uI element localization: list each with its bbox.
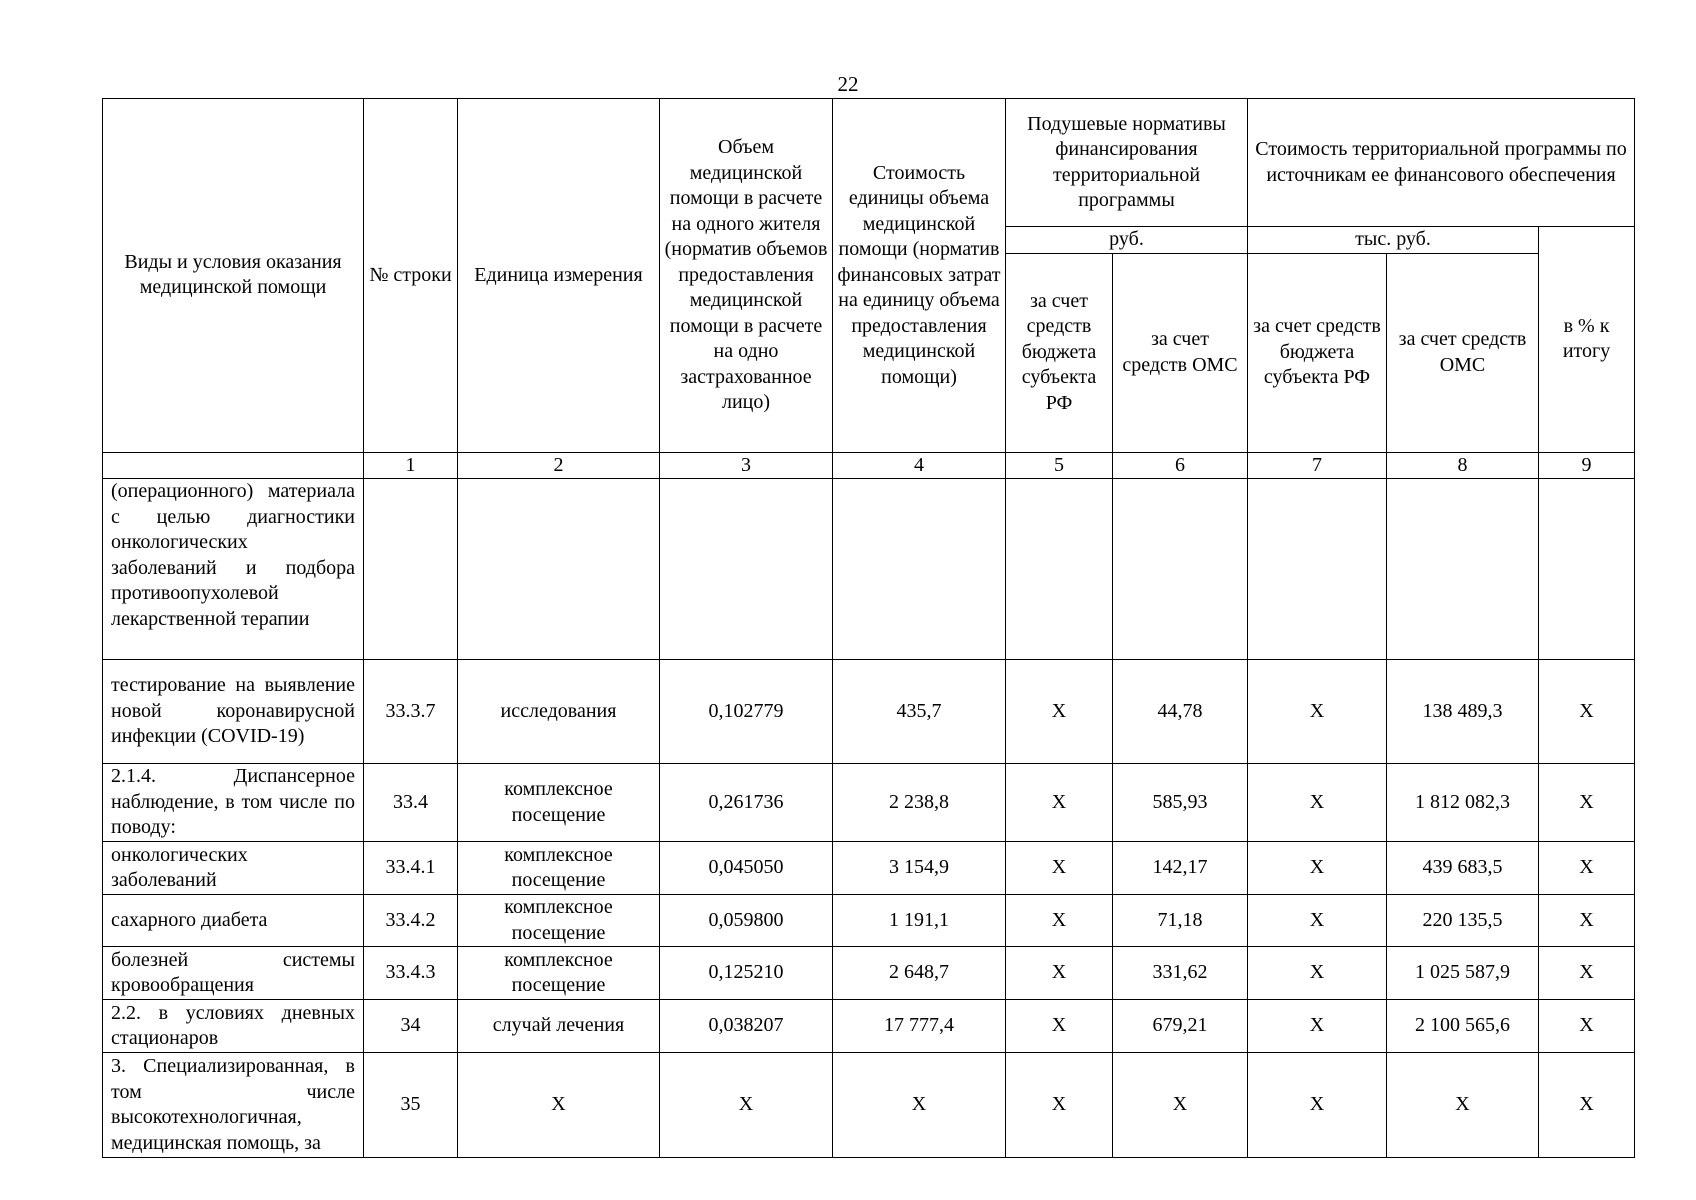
row-name: 3. Специализированная, в том числе высокотехнологичная, медицинская помощь, за <box>103 1053 364 1158</box>
row-cost <box>833 479 1006 660</box>
row-no: 33.4.2 <box>364 895 458 947</box>
row-percent: Х <box>1539 660 1635 764</box>
row-no: 35 <box>364 1053 458 1158</box>
row-name: онкологических заболеваний <box>103 842 364 895</box>
row-percent: Х <box>1539 842 1635 895</box>
row-name: сахарного диабета <box>103 895 364 947</box>
row-percent: Х <box>1539 947 1635 1000</box>
row-volume: 0,038207 <box>660 1000 833 1053</box>
row-name: 2.2. в условиях дневных стационаров <box>103 1000 364 1053</box>
row-cost: 435,7 <box>833 660 1006 764</box>
row-budget-rub: Х <box>1006 1000 1113 1053</box>
row-unit: случай лечения <box>458 1000 660 1053</box>
row-budget-rub: Х <box>1006 842 1113 895</box>
row-budget-rub: Х <box>1006 947 1113 1000</box>
col-number: 8 <box>1387 452 1539 479</box>
row-cost: 2 648,7 <box>833 947 1006 1000</box>
row-cost: 17 777,4 <box>833 1000 1006 1053</box>
row-no: 33.4.1 <box>364 842 458 895</box>
row-budget-rub: Х <box>1006 895 1113 947</box>
header-percent: в % к итогу <box>1539 227 1635 453</box>
row-unit: Х <box>458 1053 660 1158</box>
row-name: болезней системы кровообращения <box>103 947 364 1000</box>
header-row-no: № строки <box>364 99 458 453</box>
header-program-cost: Стоимость территориальной программы по источникам ее финансового обеспечения <box>1248 99 1635 227</box>
row-percent: Х <box>1539 764 1635 842</box>
row-unit: комплексное посещение <box>458 842 660 895</box>
table-row <box>103 895 1635 947</box>
row-budget-rub <box>1006 479 1113 660</box>
row-name: тестирование на выявление новой коронавирусной инфекции (COVID-19) <box>103 660 364 764</box>
row-no: 33.3.7 <box>364 660 458 764</box>
header-budget-rub: за счет средств бюджета субъекта РФ <box>1006 253 1113 452</box>
row-oms-rub <box>1113 479 1248 660</box>
row-cost: 2 238,8 <box>833 764 1006 842</box>
header-cost: Стоимость единицы объема медицинской помощи (норматив финансовых затрат на единицу объема предоставления медицинской помощи) <box>833 99 1006 453</box>
financing-table <box>102 98 1635 1158</box>
header-oms-thousand: за счет средств ОМС <box>1387 253 1539 452</box>
col-number: 1 <box>364 452 458 479</box>
row-cost: 3 154,9 <box>833 842 1006 895</box>
header-volume: Объем медицинской помощи в расчете на одного жителя (норматив объемов предоставления медицинской помощи в расчете на одно застрахованное лицо) <box>660 99 833 453</box>
row-cost: 1 191,1 <box>833 895 1006 947</box>
row-percent: Х <box>1539 895 1635 947</box>
table-row <box>103 479 1635 660</box>
row-oms-rub: 331,62 <box>1113 947 1248 1000</box>
row-volume: 0,045050 <box>660 842 833 895</box>
row-percent <box>1539 479 1635 660</box>
col-number: 7 <box>1248 452 1387 479</box>
row-oms-thousand: 138 489,3 <box>1387 660 1539 764</box>
row-budget-thousand: Х <box>1248 1053 1387 1158</box>
row-oms-thousand: 439 683,5 <box>1387 842 1539 895</box>
col-number-blank <box>103 452 364 479</box>
table-row <box>103 842 1635 895</box>
row-percent: Х <box>1539 1000 1635 1053</box>
row-budget-thousand: Х <box>1248 895 1387 947</box>
row-budget-rub: Х <box>1006 764 1113 842</box>
header-budget-thousand: за счет средств бюджета субъекта РФ <box>1248 253 1387 452</box>
row-volume: 0,102779 <box>660 660 833 764</box>
row-budget-thousand: Х <box>1248 764 1387 842</box>
row-oms-rub: 679,21 <box>1113 1000 1248 1053</box>
row-volume: Х <box>660 1053 833 1158</box>
row-no <box>364 479 458 660</box>
row-oms-thousand: 220 135,5 <box>1387 895 1539 947</box>
row-cost: Х <box>833 1053 1006 1158</box>
table-row <box>103 1000 1635 1053</box>
col-number: 6 <box>1113 452 1248 479</box>
row-oms-thousand: Х <box>1387 1053 1539 1158</box>
col-number: 2 <box>458 452 660 479</box>
row-no: 33.4.3 <box>364 947 458 1000</box>
row-unit <box>458 479 660 660</box>
row-oms-thousand: 1 025 587,9 <box>1387 947 1539 1000</box>
header-oms-rub: за счет средств ОМС <box>1113 253 1248 452</box>
row-budget-thousand: Х <box>1248 1000 1387 1053</box>
table-row <box>103 1053 1635 1158</box>
row-unit: комплексное посещение <box>458 947 660 1000</box>
table-row <box>103 660 1635 764</box>
row-budget-thousand: Х <box>1248 947 1387 1000</box>
row-oms-thousand: 2 100 565,6 <box>1387 1000 1539 1053</box>
page-number: 22 <box>837 72 859 96</box>
row-oms-rub: 142,17 <box>1113 842 1248 895</box>
row-no: 33.4 <box>364 764 458 842</box>
row-volume: 0,261736 <box>660 764 833 842</box>
header-unit: Единица измерения <box>458 99 660 453</box>
row-oms-rub: Х <box>1113 1053 1248 1158</box>
row-volume <box>660 479 833 660</box>
col-number: 9 <box>1539 452 1635 479</box>
header-unit-rub: руб. <box>1006 227 1248 254</box>
row-percent: Х <box>1539 1053 1635 1158</box>
row-budget-thousand <box>1248 479 1387 660</box>
row-unit: комплексное посещение <box>458 895 660 947</box>
row-oms-thousand <box>1387 479 1539 660</box>
row-no: 34 <box>364 1000 458 1053</box>
row-oms-rub: 71,18 <box>1113 895 1248 947</box>
header-types: Виды и условия оказания медицинской помощи <box>103 99 364 453</box>
row-oms-thousand: 1 812 082,3 <box>1387 764 1539 842</box>
table-row <box>103 947 1635 1000</box>
row-budget-rub: Х <box>1006 660 1113 764</box>
row-volume: 0,125210 <box>660 947 833 1000</box>
col-number: 5 <box>1006 452 1113 479</box>
row-budget-thousand: Х <box>1248 842 1387 895</box>
row-unit: комплексное посещение <box>458 764 660 842</box>
row-budget-rub: Х <box>1006 1053 1113 1158</box>
table-row <box>103 764 1635 842</box>
header-unit-thousand-rub: тыс. руб. <box>1248 227 1539 254</box>
col-number: 3 <box>660 452 833 479</box>
row-name: 2.1.4. Диспансерное наблюдение, в том числе по поводу: <box>103 764 364 842</box>
row-volume: 0,059800 <box>660 895 833 947</box>
row-unit: исследования <box>458 660 660 764</box>
row-oms-rub: 585,93 <box>1113 764 1248 842</box>
col-number: 4 <box>833 452 1006 479</box>
row-name: (операционного) материала с целью диагностики онкологических заболеваний и подбора противоопухолевой лекарственной терапии <box>103 479 364 660</box>
header-per-capita: Подушевые нормативы финансирования территориальной программы <box>1006 99 1248 227</box>
row-oms-rub: 44,78 <box>1113 660 1248 764</box>
row-budget-thousand: Х <box>1248 660 1387 764</box>
